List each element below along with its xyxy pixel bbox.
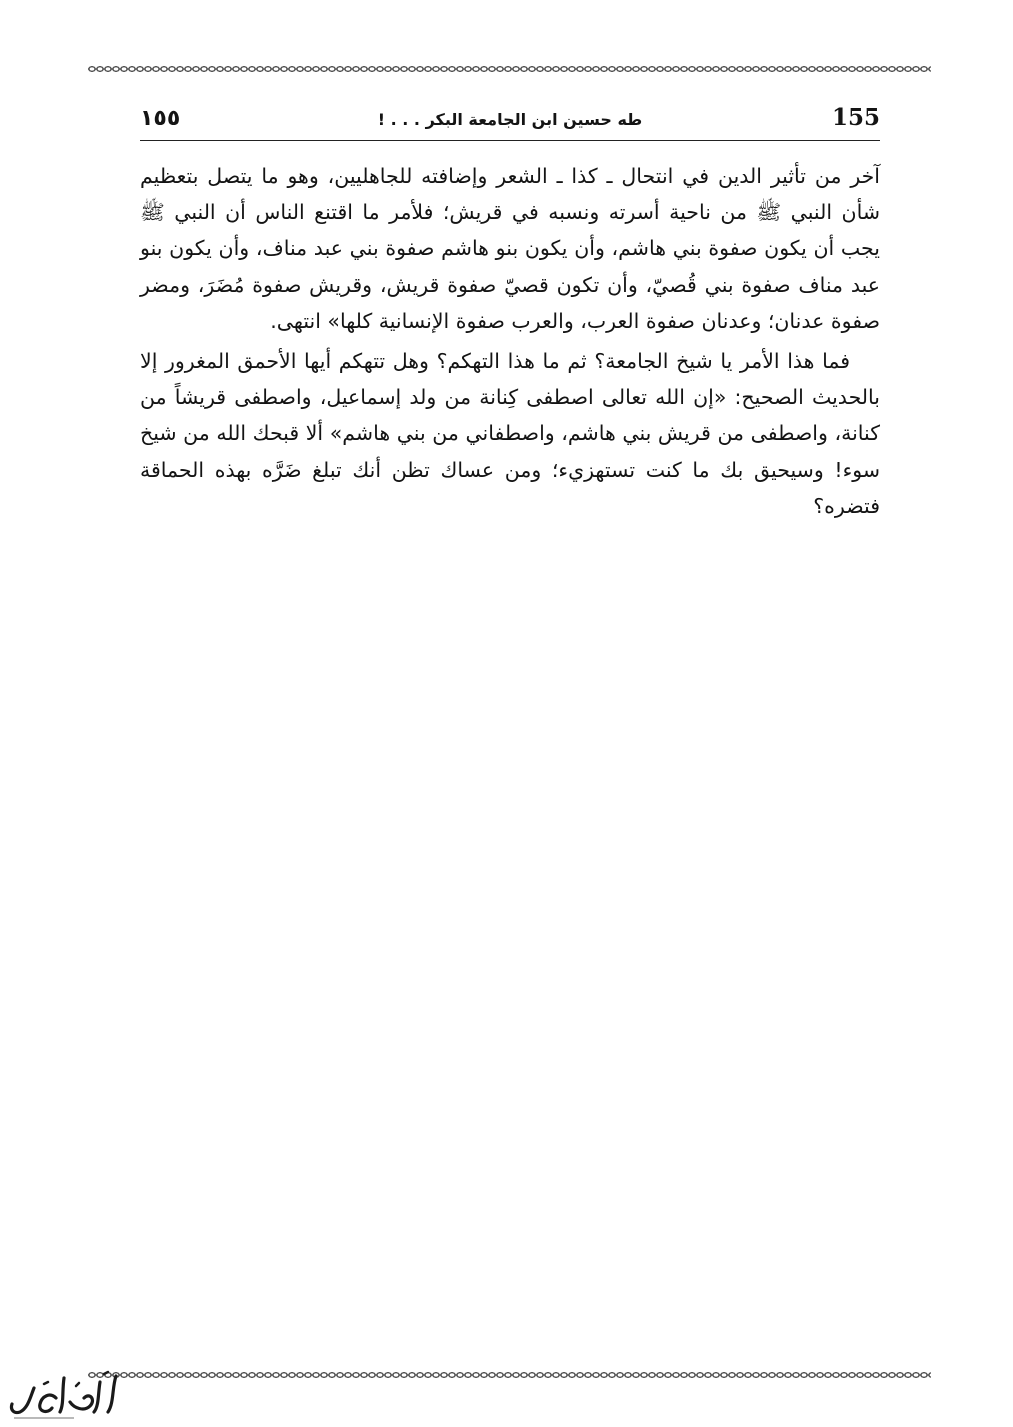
top-decorative-border: [88, 64, 931, 74]
header-rule: [140, 140, 880, 141]
page-header: [140, 104, 880, 140]
calligraphy-seal-logo: [4, 1368, 124, 1423]
bottom-decorative-border: [88, 1370, 931, 1380]
seal-calligraphy-icon: [4, 1368, 124, 1423]
running-title: طه حسين ابن الجامعة البكر . . . !: [377, 110, 643, 129]
paragraph-2: فما هذا الأمر يا شيخ الجامعة؟ ثم ما هذا التهكم؟ وهل تتهكم أيها الأحمق المغرور إلا بالحديث الصحيح: «إن الله تعالى اصطفى كِنانة من ولد إسماعيل، واصطفى قريشاً من كنانة، واصطفى من قريش بني هاشم، واصطفاني من بني هاشم» ألا قبحك الله من شيخ سوء! وسيحيق بك ما كنت تستهزيء؛ ومن عساك تظن أنك تبلغ ضَرَّه بهذه الحماقة فتضره؟: [140, 349, 880, 518]
paragraph-1: آخر من تأثير الدين في انتحال ـ كذا ـ الشعر وإضافته للجاهليين، وهو ما يتصل بتعظيم شأن النبي ﷺ من ناحية أسرته ونسبه في قريش؛ فلأمر ما اقتنع الناس أن النبي ﷺ يجب أن يكون صفوة بني هاشم، وأن يكون بنو هاشم صفوة بني عبد مناف، وأن يكون بنو عبد مناف صفوة بني قُصيّ، وأن تكون قصيّ صفوة قريش، وقريش صفوة مُضَرَ، ومضر صفوة عدنان؛ وعدنان صفوة العرب، والعرب صفوة الإنسانية كلها» انتهى.: [140, 164, 880, 333]
page-number-latin: 155: [831, 104, 880, 131]
page-number-arabic: ١٥٥: [140, 106, 181, 131]
body-text: [140, 158, 880, 524]
